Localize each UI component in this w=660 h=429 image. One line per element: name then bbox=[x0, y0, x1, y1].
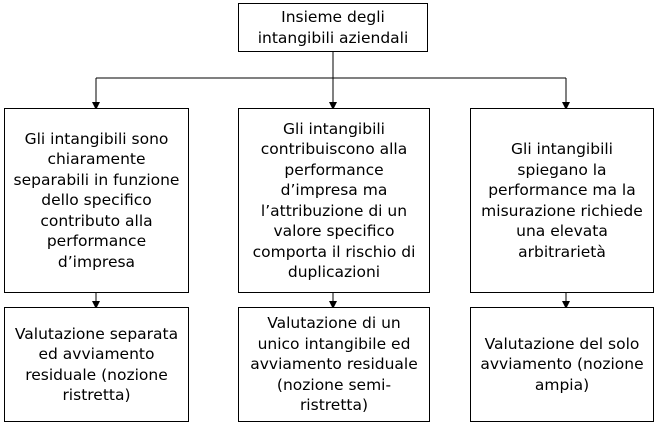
condition-box-3 bbox=[470, 108, 654, 293]
condition-box-1 bbox=[4, 108, 189, 293]
condition-box-2 bbox=[238, 108, 430, 293]
outcome-label-3: Valutazione del solo avviamento (nozione ampia) bbox=[480, 334, 644, 394]
condition-label-1: Gli intangibili sono chiaramente separabili in funzione dello specifico contributo alla performance d’impresa bbox=[13, 129, 180, 271]
root-label: Insieme degli intangibili aziendali bbox=[257, 8, 409, 47]
outcome-box-2 bbox=[238, 307, 430, 422]
condition-label-2: Gli intangibili contribuiscono alla performance d’impresa ma l’attribuzione di un valore specifico comporta il rischio di duplicazioni bbox=[252, 119, 416, 281]
outcome-label-1: Valutazione separata ed avviamento residuale (nozione ristretta) bbox=[14, 324, 179, 404]
outcome-box-1 bbox=[4, 307, 189, 422]
outcome-box-3 bbox=[470, 307, 654, 422]
outcome-label-2: Valutazione di un unico intangibile ed avviamento residuale (nozione semi- ristretta) bbox=[250, 314, 418, 415]
condition-label-3: Gli intangibili spiegano la performance ma la misurazione richiede una elevata arbitrarietà bbox=[481, 140, 643, 261]
root-box bbox=[238, 3, 428, 52]
